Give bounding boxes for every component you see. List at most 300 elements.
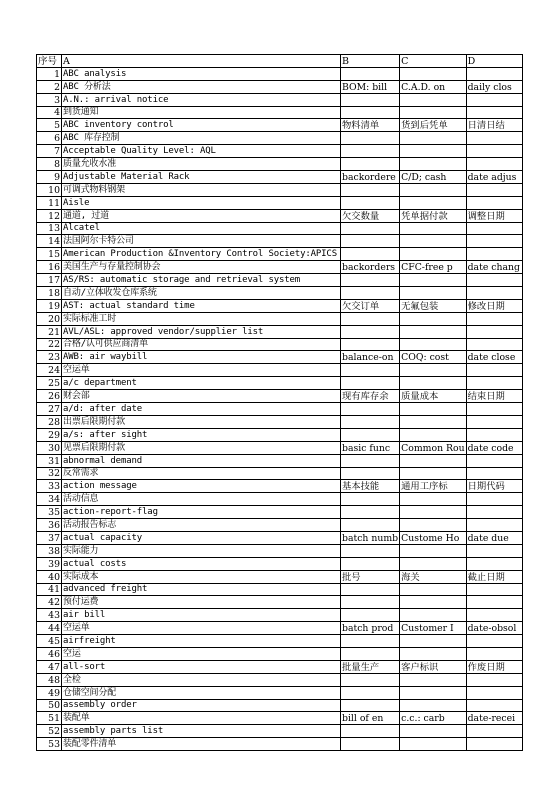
cell-d[interactable]: 调整日期 — [466, 209, 522, 222]
cell-a[interactable]: 实际能力 — [62, 544, 341, 557]
header-cell-a[interactable]: A — [62, 55, 341, 68]
cell-a[interactable]: 法国阿尔卡特公司 — [62, 235, 341, 248]
cell-b[interactable] — [341, 557, 400, 570]
cell-c[interactable] — [400, 222, 466, 235]
cell-b[interactable] — [341, 493, 400, 506]
cell-d[interactable]: 截止日期 — [466, 570, 522, 583]
cell-d[interactable]: date-obsol — [466, 622, 522, 635]
cell-d[interactable] — [466, 93, 522, 106]
cell-d[interactable] — [466, 454, 522, 467]
cell-b[interactable] — [341, 467, 400, 480]
table-row — [37, 454, 523, 467]
cell-c[interactable] — [400, 596, 466, 609]
cell-b[interactable] — [341, 738, 400, 751]
cell-d[interactable] — [466, 738, 522, 751]
cell-d[interactable] — [466, 673, 522, 686]
table-row — [37, 299, 523, 312]
table-row — [37, 274, 523, 287]
cell-b[interactable] — [341, 274, 400, 287]
cell-c[interactable] — [400, 738, 466, 751]
table-row — [37, 609, 523, 622]
cell-a[interactable]: 美国生产与存量控制协会 — [62, 261, 341, 274]
cell-c[interactable] — [400, 403, 466, 416]
cell-d[interactable]: date-recei — [466, 712, 522, 725]
cell-c[interactable] — [400, 145, 466, 158]
cell-b[interactable]: basic func — [341, 441, 400, 454]
cell-c[interactable] — [400, 635, 466, 648]
table-row — [37, 183, 523, 196]
row-number-cell[interactable]: 7 — [37, 145, 62, 158]
row-number-cell[interactable]: 13 — [37, 222, 62, 235]
table-row — [37, 261, 523, 274]
cell-d[interactable] — [466, 248, 522, 261]
cell-a[interactable]: 空运 — [62, 647, 341, 660]
cell-a[interactable]: ABC inventory control — [62, 119, 341, 132]
cell-d[interactable] — [466, 725, 522, 738]
table-row — [37, 428, 523, 441]
cell-b[interactable] — [341, 158, 400, 171]
cell-c[interactable] — [400, 196, 466, 209]
row-number-cell[interactable]: 44 — [37, 622, 62, 635]
cell-c[interactable] — [400, 183, 466, 196]
cell-d[interactable] — [466, 145, 522, 158]
cell-c[interactable]: 凭单据付款 — [400, 209, 466, 222]
cell-a[interactable]: AWB: air waybill — [62, 351, 341, 364]
cell-b[interactable]: 欠交订单 — [341, 299, 400, 312]
row-number-cell[interactable]: 18 — [37, 287, 62, 300]
cell-d[interactable]: 作废日期 — [466, 660, 522, 673]
cell-a[interactable]: ABC 库存控制 — [62, 132, 341, 145]
cell-a[interactable]: 活动信息 — [62, 493, 341, 506]
row-number-cell[interactable]: 15 — [37, 248, 62, 261]
row-number-cell[interactable]: 16 — [37, 261, 62, 274]
cell-c[interactable]: 海关 — [400, 570, 466, 583]
cell-a[interactable]: a/d: after date — [62, 403, 341, 416]
cell-b[interactable]: 欠交数量 — [341, 209, 400, 222]
row-number-cell[interactable]: 40 — [37, 570, 62, 583]
cell-d[interactable]: date code — [466, 441, 522, 454]
cell-c[interactable]: 客户标识 — [400, 660, 466, 673]
row-number-cell[interactable]: 3 — [37, 93, 62, 106]
cell-b[interactable] — [341, 506, 400, 519]
cell-a[interactable]: advanced freight — [62, 583, 341, 596]
cell-a[interactable]: 仓储空间分配 — [62, 686, 341, 699]
cell-a[interactable]: ABC 分析法 — [62, 80, 341, 93]
table-row — [37, 287, 523, 300]
cell-a[interactable]: airfreight — [62, 635, 341, 648]
row-number-cell[interactable]: 8 — [37, 158, 62, 171]
row-number-cell[interactable]: 26 — [37, 390, 62, 403]
cell-c[interactable]: COQ: cost — [400, 351, 466, 364]
cell-c[interactable] — [400, 377, 466, 390]
row-number-cell[interactable]: 31 — [37, 454, 62, 467]
cell-c[interactable] — [400, 557, 466, 570]
cell-a[interactable]: 可调式物料钢架 — [62, 183, 341, 196]
header-cell-num[interactable]: 序号 — [37, 55, 62, 68]
cell-c[interactable] — [400, 338, 466, 351]
table-row — [37, 660, 523, 673]
row-number-cell[interactable]: 32 — [37, 467, 62, 480]
row-number-cell[interactable]: 39 — [37, 557, 62, 570]
cell-b[interactable] — [341, 519, 400, 532]
cell-a[interactable]: 装配单 — [62, 712, 341, 725]
cell-a[interactable]: 实际成本 — [62, 570, 341, 583]
cell-c[interactable] — [400, 158, 466, 171]
cell-c[interactable] — [400, 132, 466, 145]
row-number-cell[interactable]: 28 — [37, 415, 62, 428]
cell-a[interactable]: American Production &Inventory Control Society:APICS — [62, 248, 341, 261]
cell-d[interactable] — [466, 467, 522, 480]
cell-c[interactable] — [400, 67, 466, 80]
cell-a[interactable]: 出票后限期付款 — [62, 415, 341, 428]
spreadsheet-table — [36, 54, 523, 751]
row-number-cell[interactable]: 52 — [37, 725, 62, 738]
row-number-cell[interactable]: 42 — [37, 596, 62, 609]
row-number-cell[interactable]: 49 — [37, 686, 62, 699]
cell-d[interactable] — [466, 635, 522, 648]
cell-c[interactable] — [400, 467, 466, 480]
row-number-cell[interactable]: 24 — [37, 364, 62, 377]
row-number-cell[interactable]: 4 — [37, 106, 62, 119]
row-number-cell[interactable]: 2 — [37, 80, 62, 93]
cell-a[interactable]: 反常需求 — [62, 467, 341, 480]
cell-b[interactable]: 批量生产 — [341, 660, 400, 673]
cell-b[interactable] — [341, 364, 400, 377]
cell-d[interactable]: date close — [466, 351, 522, 364]
cell-b[interactable] — [341, 248, 400, 261]
cell-a[interactable]: 到货通知 — [62, 106, 341, 119]
cell-b[interactable] — [341, 596, 400, 609]
cell-c[interactable]: c.c.: carb — [400, 712, 466, 725]
table-row — [37, 235, 523, 248]
row-number-cell[interactable]: 30 — [37, 441, 62, 454]
cell-d[interactable] — [466, 519, 522, 532]
cell-d[interactable] — [466, 493, 522, 506]
cell-a[interactable]: all-sort — [62, 660, 341, 673]
row-number-cell[interactable]: 47 — [37, 660, 62, 673]
cell-b[interactable] — [341, 106, 400, 119]
header-cell-b[interactable]: B — [341, 55, 400, 68]
cell-c[interactable] — [400, 325, 466, 338]
cell-b[interactable] — [341, 686, 400, 699]
cell-d[interactable] — [466, 506, 522, 519]
cell-a[interactable]: assembly parts list — [62, 725, 341, 738]
table-row — [37, 119, 523, 132]
cell-d[interactable] — [466, 699, 522, 712]
table-row — [37, 493, 523, 506]
cell-c[interactable] — [400, 725, 466, 738]
row-number-cell[interactable]: 46 — [37, 647, 62, 660]
cell-d[interactable] — [466, 557, 522, 570]
cell-d[interactable] — [466, 596, 522, 609]
cell-b[interactable] — [341, 325, 400, 338]
row-number-cell[interactable]: 14 — [37, 235, 62, 248]
table-row — [37, 248, 523, 261]
cell-d[interactable]: 修改日期 — [466, 299, 522, 312]
cell-a[interactable]: 实际标准工时 — [62, 312, 341, 325]
cell-c[interactable] — [400, 428, 466, 441]
cell-a[interactable]: 全检 — [62, 673, 341, 686]
cell-c[interactable]: Common Rou — [401, 442, 465, 454]
cell-b[interactable] — [341, 145, 400, 158]
row-number-cell[interactable]: 21 — [37, 325, 62, 338]
row-number-cell[interactable]: 6 — [37, 132, 62, 145]
cell-c[interactable] — [400, 609, 466, 622]
table-row — [37, 67, 523, 80]
cell-a[interactable]: actual costs — [62, 557, 341, 570]
cell-a[interactable]: A.N.: arrival notice — [62, 93, 341, 106]
cell-c[interactable] — [400, 235, 466, 248]
cell-a[interactable]: 活动报告标志 — [62, 519, 341, 532]
cell-c[interactable] — [400, 454, 466, 467]
cell-b[interactable]: BOM: bill — [341, 80, 400, 93]
cell-c[interactable] — [400, 493, 466, 506]
cell-b[interactable]: backordere — [341, 171, 400, 184]
cell-d[interactable] — [466, 183, 522, 196]
cell-b[interactable] — [341, 428, 400, 441]
row-number-cell[interactable]: 48 — [37, 673, 62, 686]
cell-c[interactable]: 通用工序标 — [400, 480, 466, 493]
cell-b[interactable] — [341, 93, 400, 106]
cell-b[interactable] — [341, 544, 400, 557]
cell-b[interactable] — [341, 196, 400, 209]
cell-b[interactable] — [341, 287, 400, 300]
row-number-cell[interactable]: 19 — [37, 299, 62, 312]
cell-c[interactable] — [400, 106, 466, 119]
cell-a[interactable]: action message — [62, 480, 341, 493]
cell-c[interactable] — [400, 686, 466, 699]
row-number-cell[interactable]: 43 — [37, 609, 62, 622]
cell-c[interactable]: 质量成本 — [400, 390, 466, 403]
cell-c[interactable] — [400, 673, 466, 686]
row-number-cell[interactable]: 22 — [37, 338, 62, 351]
cell-d[interactable]: date adjus — [466, 171, 522, 184]
cell-a[interactable]: 预付运费 — [62, 596, 341, 609]
cell-a[interactable]: air bill — [62, 609, 341, 622]
cell-b[interactable] — [341, 415, 400, 428]
cell-d[interactable] — [466, 583, 522, 596]
cell-d[interactable] — [466, 647, 522, 660]
cell-b[interactable]: backorders — [341, 261, 400, 274]
row-number-cell[interactable]: 37 — [37, 531, 62, 544]
row-number-cell[interactable]: 34 — [37, 493, 62, 506]
cell-b[interactable] — [341, 635, 400, 648]
table-row — [37, 557, 523, 570]
cell-c[interactable]: 无氟包装 — [400, 299, 466, 312]
cell-b[interactable]: 现有库存余 — [341, 390, 400, 403]
row-number-cell[interactable]: 36 — [37, 519, 62, 532]
cell-a[interactable]: Acceptable Quality Level: AQL — [62, 145, 341, 158]
row-number-cell[interactable]: 9 — [37, 171, 62, 184]
cell-c[interactable]: Custome Ho — [400, 531, 466, 544]
cell-a[interactable]: AST: actual standard time — [62, 299, 341, 312]
cell-b[interactable] — [341, 583, 400, 596]
cell-c[interactable] — [400, 415, 466, 428]
row-number-cell[interactable]: 20 — [37, 312, 62, 325]
cell-c[interactable] — [400, 364, 466, 377]
row-number-cell[interactable]: 1 — [37, 67, 62, 80]
cell-b[interactable] — [341, 222, 400, 235]
cell-c[interactable]: C/D; cash — [400, 171, 466, 184]
cell-a[interactable]: assembly order — [62, 699, 341, 712]
cell-a[interactable]: 自动/立体收发仓库系统 — [62, 287, 341, 300]
cell-b[interactable] — [341, 183, 400, 196]
cell-d[interactable] — [466, 338, 522, 351]
table-row — [37, 480, 523, 493]
table-row — [37, 519, 523, 532]
cell-c[interactable] — [400, 544, 466, 557]
cell-a[interactable]: abnormal demand — [62, 454, 341, 467]
cell-d[interactable] — [466, 415, 522, 428]
cell-b[interactable] — [341, 403, 400, 416]
cell-d[interactable]: date chang — [466, 261, 522, 274]
table-row — [37, 647, 523, 660]
cell-c[interactable]: Customer I — [400, 622, 466, 635]
cell-c[interactable] — [400, 519, 466, 532]
table-row — [37, 106, 523, 119]
header-cell-c[interactable]: C — [400, 55, 466, 68]
cell-b[interactable]: 物料清单 — [341, 119, 400, 132]
row-number-cell[interactable]: 23 — [37, 351, 62, 364]
cell-d[interactable]: 日期代码 — [466, 480, 522, 493]
cell-a[interactable]: a/s: after sight — [62, 428, 341, 441]
cell-d[interactable]: 日清日结 — [466, 119, 522, 132]
cell-a[interactable]: 空运单 — [62, 364, 341, 377]
cell-d[interactable] — [466, 235, 522, 248]
cell-a[interactable]: AS/RS: automatic storage and retrieval system — [62, 274, 341, 287]
cell-d[interactable] — [466, 312, 522, 325]
cell-a[interactable]: 合格/认可供应商清单 — [62, 338, 341, 351]
row-number-cell[interactable]: 51 — [37, 712, 62, 725]
table-row — [37, 209, 523, 222]
row-number-cell[interactable]: 53 — [37, 738, 62, 751]
cell-a[interactable]: 财会部 — [62, 390, 341, 403]
table-row — [37, 93, 523, 106]
cell-d[interactable] — [466, 364, 522, 377]
cell-d[interactable] — [466, 686, 522, 699]
table-row — [37, 725, 523, 738]
cell-c[interactable] — [400, 93, 466, 106]
cell-c[interactable]: 货到后凭单 — [400, 119, 466, 132]
row-number-cell[interactable]: 11 — [37, 196, 62, 209]
cell-d[interactable] — [466, 325, 522, 338]
cell-d[interactable] — [466, 274, 522, 287]
cell-d[interactable] — [466, 428, 522, 441]
cell-b[interactable]: bill of en — [341, 712, 400, 725]
cell-c[interactable] — [400, 647, 466, 660]
cell-d[interactable]: date due — [466, 531, 522, 544]
cell-b[interactable] — [341, 377, 400, 390]
table-row — [37, 673, 523, 686]
cell-c[interactable] — [400, 248, 466, 261]
cell-b[interactable] — [341, 725, 400, 738]
cell-d[interactable] — [466, 67, 522, 80]
cell-a[interactable]: action-report-flag — [62, 506, 341, 519]
cell-c[interactable] — [400, 287, 466, 300]
row-number-cell[interactable]: 41 — [37, 583, 62, 596]
row-number-cell[interactable]: 10 — [37, 183, 62, 196]
cell-b[interactable] — [341, 312, 400, 325]
row-number-cell[interactable]: 38 — [37, 544, 62, 557]
cell-a[interactable]: AVL/ASL: approved vendor/supplier list — [62, 325, 341, 338]
cell-c[interactable] — [400, 312, 466, 325]
cell-a[interactable]: Alcatel — [62, 222, 341, 235]
cell-a[interactable]: 装配零件清单 — [62, 738, 341, 751]
cell-a[interactable]: Aisle — [62, 196, 341, 209]
cell-c[interactable] — [400, 506, 466, 519]
cell-d[interactable]: daily clos — [466, 80, 522, 93]
cell-a[interactable]: actual capacity — [62, 531, 341, 544]
cell-a[interactable]: a/c department — [62, 377, 341, 390]
cell-d[interactable] — [466, 106, 522, 119]
cell-c[interactable]: C.A.D. on — [400, 80, 466, 93]
cell-b[interactable] — [341, 67, 400, 80]
cell-a[interactable]: Adjustable Material Rack — [62, 171, 341, 184]
cell-d[interactable] — [466, 377, 522, 390]
table-row — [37, 544, 523, 557]
table-row — [37, 686, 523, 699]
cell-b[interactable] — [341, 699, 400, 712]
cell-a[interactable]: 质量允收水准 — [62, 158, 341, 171]
cell-b[interactable] — [341, 338, 400, 351]
cell-a[interactable]: 空运单 — [62, 622, 341, 635]
cell-a[interactable]: 见票后限期付款 — [62, 441, 341, 454]
table-row — [37, 415, 523, 428]
cell-d[interactable] — [466, 544, 522, 557]
cell-d[interactable] — [466, 158, 522, 171]
row-number-cell[interactable]: 27 — [37, 403, 62, 416]
row-number-cell[interactable]: 17 — [37, 274, 62, 287]
row-number-cell[interactable]: 5 — [37, 119, 62, 132]
cell-a[interactable]: ABC analysis — [62, 67, 341, 80]
row-number-cell[interactable]: 33 — [37, 480, 62, 493]
cell-b[interactable] — [341, 647, 400, 660]
cell-b[interactable] — [341, 235, 400, 248]
cell-b[interactable]: 基本技能 — [341, 480, 400, 493]
cell-b[interactable]: batch prod — [341, 622, 400, 635]
cell-d[interactable] — [466, 196, 522, 209]
cell-c[interactable]: CFC-free p — [400, 261, 466, 274]
cell-d[interactable] — [466, 403, 522, 416]
cell-d[interactable] — [466, 287, 522, 300]
row-number-cell[interactable]: 12 — [37, 209, 62, 222]
row-number-cell[interactable]: 45 — [37, 635, 62, 648]
cell-d[interactable]: 结束日期 — [466, 390, 522, 403]
row-number-cell[interactable]: 35 — [37, 506, 62, 519]
cell-b[interactable]: 批号 — [341, 570, 400, 583]
cell-b[interactable] — [341, 673, 400, 686]
cell-c[interactable] — [400, 274, 466, 287]
table-row — [37, 531, 523, 544]
cell-b[interactable] — [341, 609, 400, 622]
row-number-cell[interactable]: 25 — [37, 377, 62, 390]
cell-b[interactable] — [341, 454, 400, 467]
cell-b[interactable]: batch numb — [342, 532, 399, 544]
cell-d[interactable] — [466, 609, 522, 622]
cell-c[interactable] — [400, 583, 466, 596]
header-cell-d[interactable]: D — [466, 55, 522, 68]
cell-c[interactable] — [400, 699, 466, 712]
cell-d[interactable] — [466, 132, 522, 145]
table-row — [37, 196, 523, 209]
cell-a[interactable]: 通道, 过道 — [62, 209, 341, 222]
cell-b[interactable] — [341, 132, 400, 145]
cell-d[interactable] — [466, 222, 522, 235]
table-row — [37, 583, 523, 596]
row-number-cell[interactable]: 50 — [37, 699, 62, 712]
cell-b[interactable]: balance-on — [341, 351, 400, 364]
row-number-cell[interactable]: 29 — [37, 428, 62, 441]
